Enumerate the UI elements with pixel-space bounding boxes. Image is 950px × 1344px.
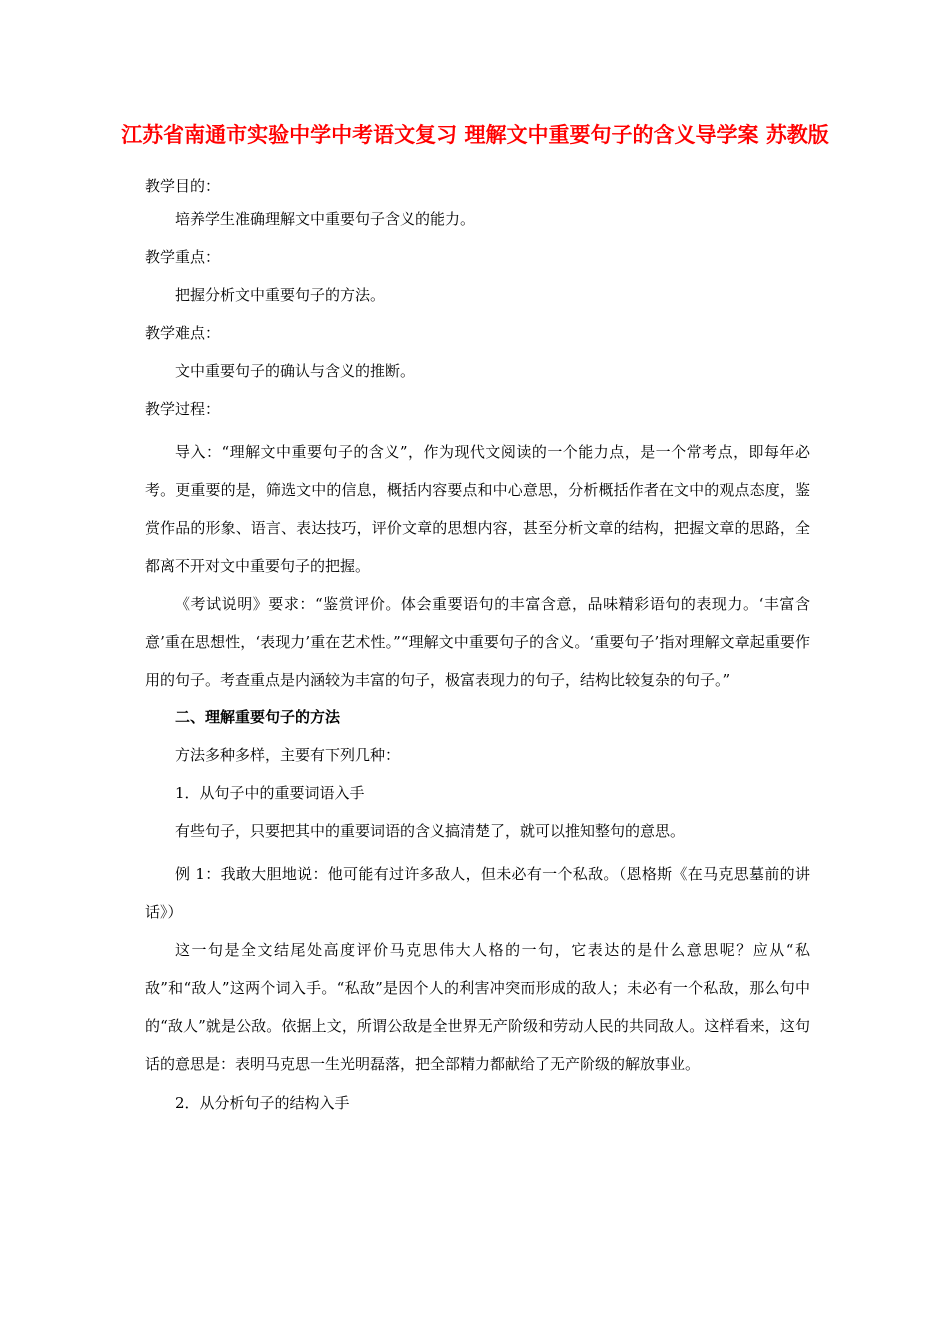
difficulty-text: 文中重要句子的确认与含义的推断。 xyxy=(175,362,416,380)
intro-paragraph: 导入：“理解文中重要句子的含义”，作为现代文阅读的一个能力点，是一个常考点，即每年必考。更重要的是，筛选文中的信息，概括内容要点和中心意思，分析概括作者在文中的观点态度，鉴赏作品的形象、语言、表达技巧，评价文章的思想内容，甚至分析文章的结构，把握文章的思路，全都离不开对文中重要句子的把握。 xyxy=(145,443,810,575)
focus-heading: 教学重点： xyxy=(145,248,221,266)
method2-heading: 2．从分析句子的结构入手 xyxy=(175,1094,350,1112)
method-heading: 二、理解重要句子的方法 xyxy=(175,708,341,726)
process-heading: 教学过程： xyxy=(145,400,221,418)
difficulty-heading: 教学难点： xyxy=(145,324,221,342)
goal-text: 培养学生准确理解文中重要句子含义的能力。 xyxy=(175,210,476,228)
exam-paragraph: 《考试说明》要求：“鉴赏评价。体会重要语句的丰富含意，品味精彩语句的表现力。‘丰富含意’重在思想性，‘表现力’重在艺术性。”“理解文中重要句子的含义。‘重要句子’指对理解文章起重要作用的句子。考查重点是内涵较为丰富的句子，极富表现力的句子，结构比较复杂的句子。” xyxy=(145,595,810,689)
example1: 例 1：我敢大胆地说：他可能有过许多敌人，但未必有一个私敌。（恩格斯《在马克思墓前的讲话》） xyxy=(145,865,810,921)
method-intro: 方法多种多样，主要有下列几种： xyxy=(175,746,401,764)
goal-heading: 教学目的： xyxy=(145,177,221,195)
example1-analysis: 这一句是全文结尾处高度评价马克思伟大人格的一句，它表达的是什么意思呢？应从“私敌”和“敌人”这两个词入手。“私敌”是因个人的利害冲突而形成的敌人；未必有一个私敌，那么句中的“敌人”就是公敌。依据上文，所谓公敌是全世界无产阶级和劳动人民的共同敌人。这样看来，这句话的意思是：表明马克思一生光明磊落，把全部精力都献给了无产阶级的解放事业。 xyxy=(145,941,810,1073)
method1-text: 有些句子，只要把其中的重要词语的含义搞清楚了，就可以推知整句的意思。 xyxy=(175,822,686,840)
method1-heading: 1．从句子中的重要词语入手 xyxy=(175,784,365,802)
focus-text: 把握分析文中重要句子的方法。 xyxy=(175,286,386,304)
document-title: 江苏省南通市实验中学中考语文复习 理解文中重要句子的含义导学案 苏教版 xyxy=(121,123,829,147)
document-body xyxy=(145,172,810,1127)
